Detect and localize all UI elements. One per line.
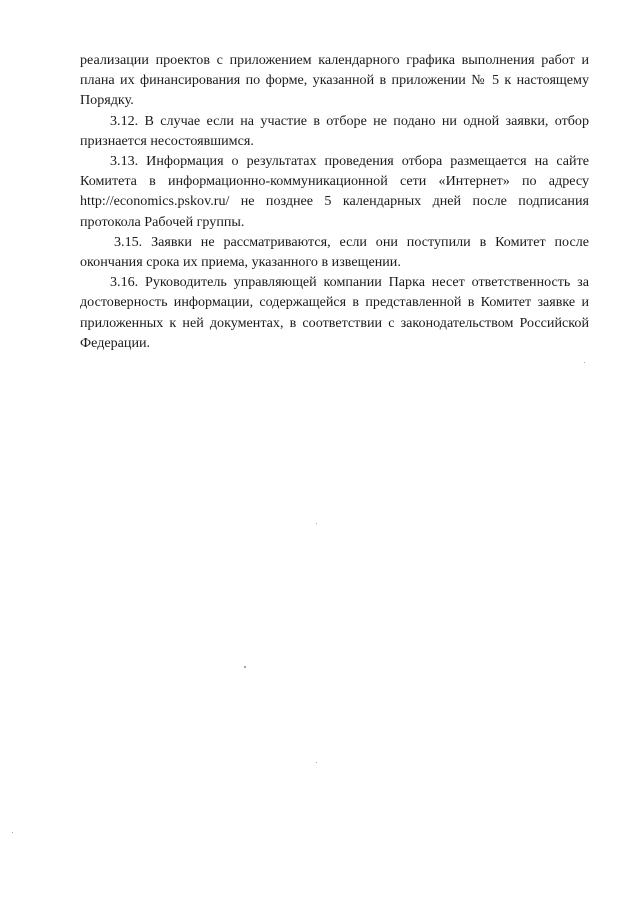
paragraph-3-13: 3.13. Информация о результатах проведения отбора размещается на сайте Комитета в информационно-коммуникационной сети «Интернет» по адресу http://economics.pskov.ru/ не позднее 5 календарных дней после подписания протокола Рабочей группы. bbox=[80, 153, 589, 230]
scan-speck bbox=[316, 523, 317, 524]
paragraph-3-12: 3.12. В случае если на участие в отборе не подано ни одной заявки, отбор признается несостоявшимся. bbox=[80, 112, 589, 149]
scan-speck bbox=[12, 832, 13, 833]
document-body bbox=[80, 50, 589, 353]
scan-speck bbox=[584, 362, 585, 363]
paragraph-3-15: 3.15. Заявки не рассматриваются, если они поступили в Комитет после окончания срока их приема, указанного в извещении. bbox=[80, 233, 589, 271]
paragraph-3-16: 3.16. Руководитель управляющей компании Парка несет ответственность за достоверность информации, содержащейся в представленной в Комитет заявке и приложенных к ней документах, в соответствии с законодательством Российской Федерации. bbox=[80, 274, 589, 351]
scan-speck bbox=[316, 762, 317, 763]
paragraph-continuation: реализации проектов с приложением календарного графика выполнения работ и плана их финансирования по форме, указанной в приложении № 5 к настоящему Порядку. bbox=[80, 52, 589, 109]
scan-speck bbox=[244, 666, 246, 668]
